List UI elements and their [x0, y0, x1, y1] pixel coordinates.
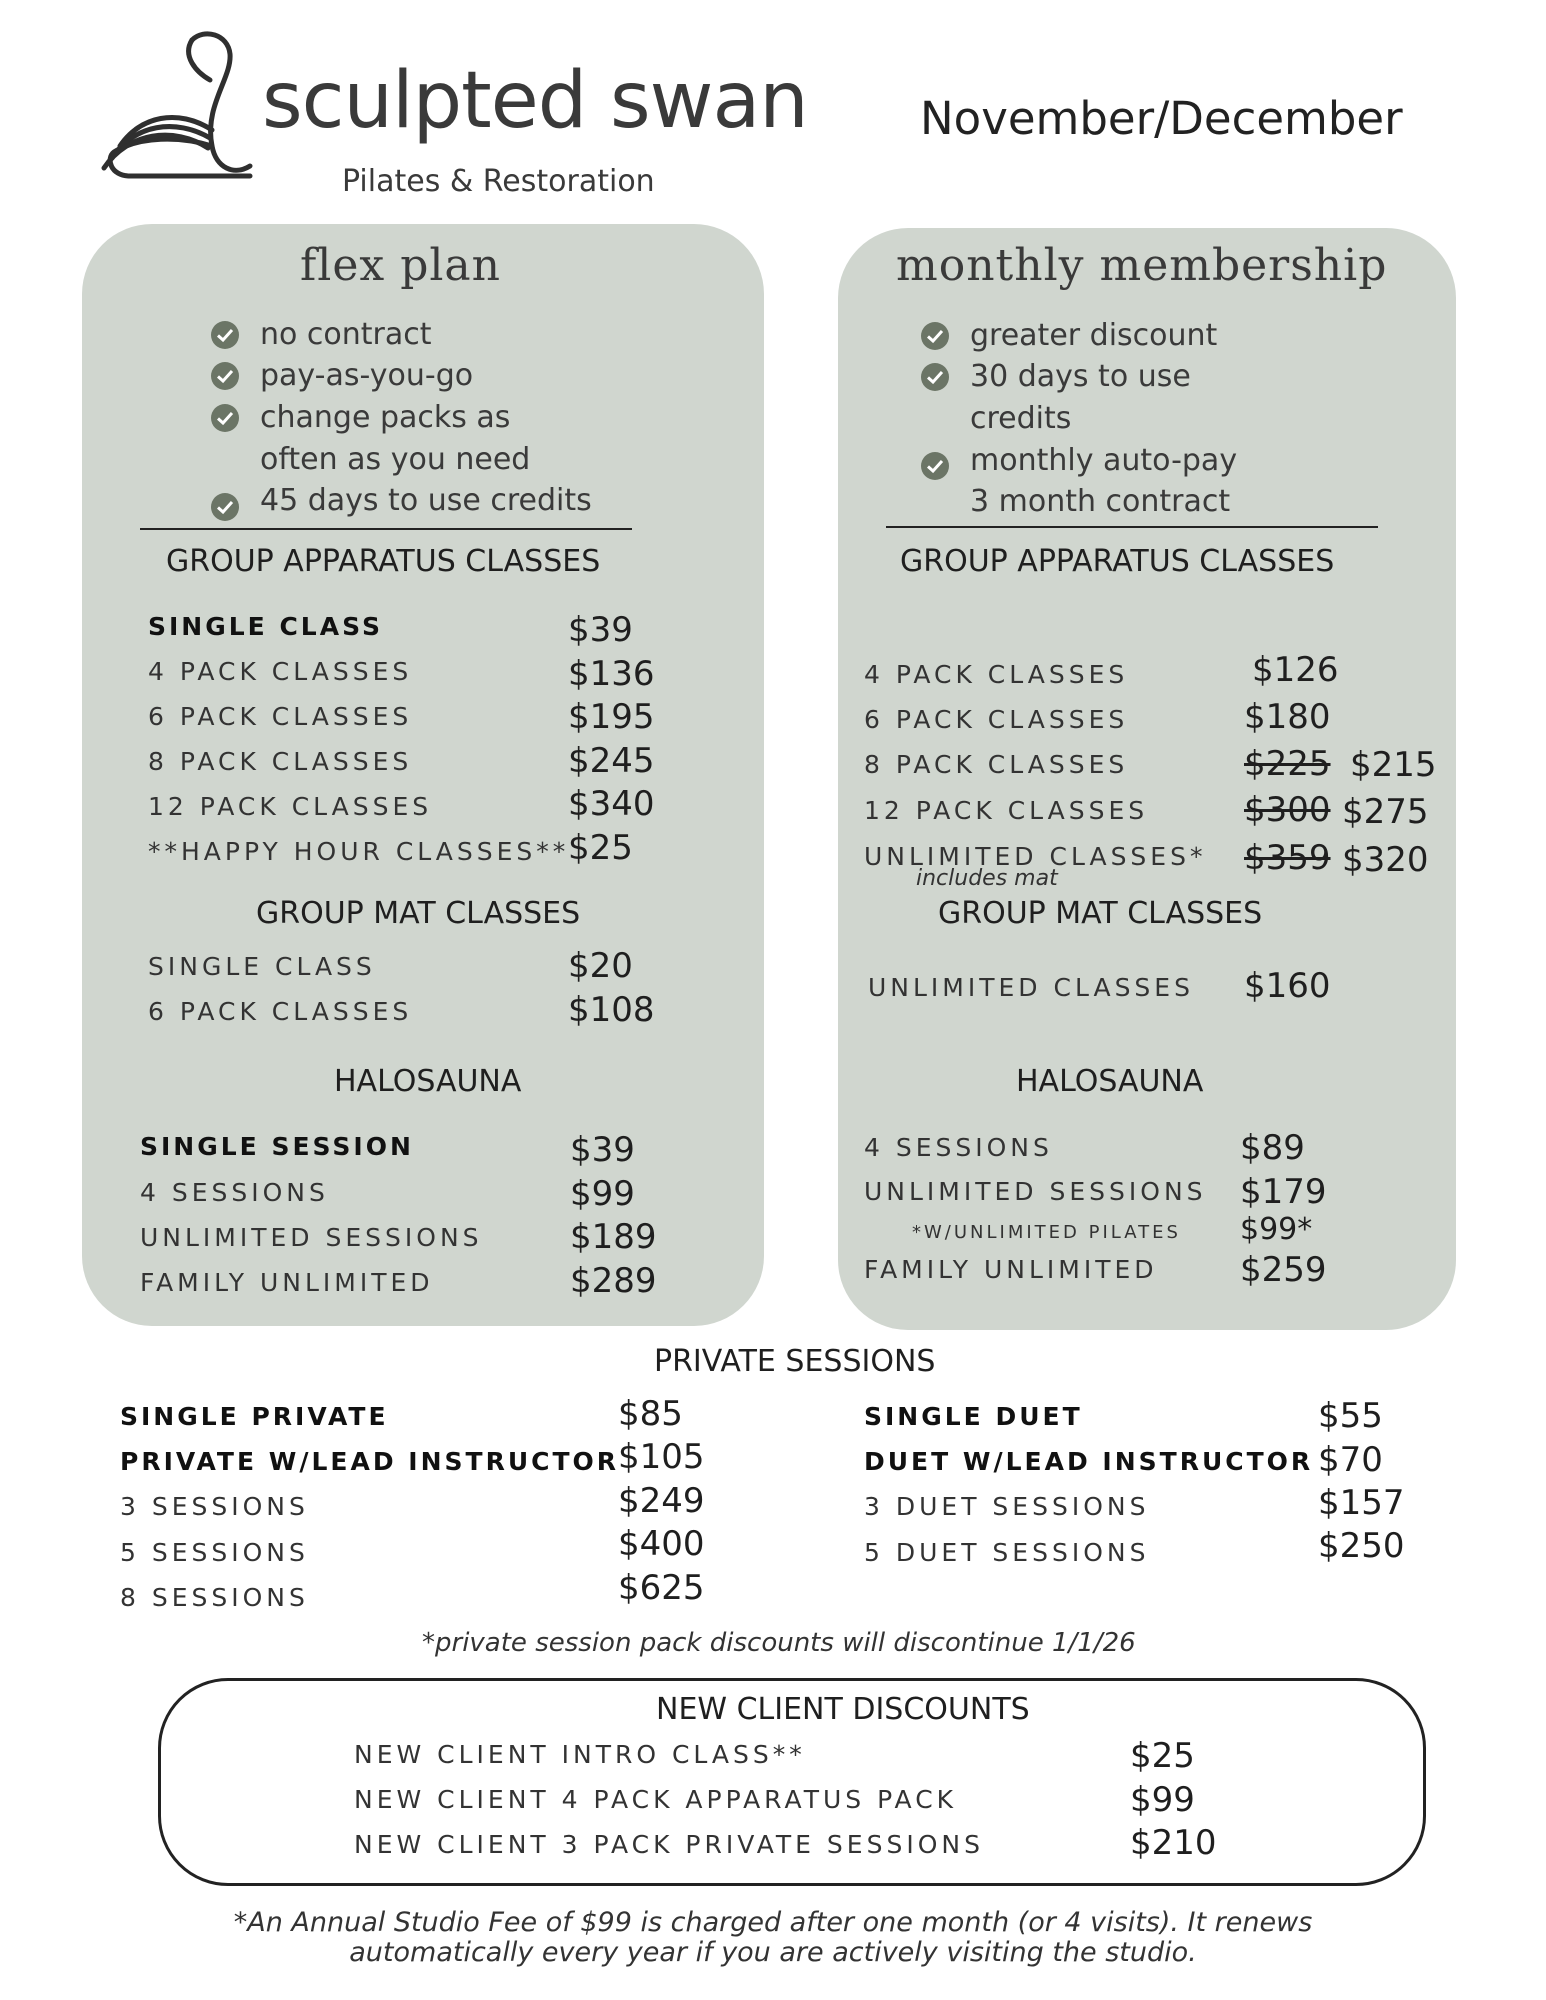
price-value: $39: [570, 1130, 635, 1170]
price-label: NEW CLIENT INTRO CLASS**: [354, 1740, 806, 1769]
price-label: 3 DUET SESSIONS: [864, 1492, 1150, 1521]
price-value: $249: [618, 1481, 705, 1521]
price-label: FAMILY UNLIMITED: [140, 1268, 434, 1297]
old-price-value: $300: [1244, 790, 1331, 830]
check-icon: [920, 362, 950, 392]
feature-item: monthly auto-pay: [970, 443, 1238, 478]
price-label: PRIVATE W/LEAD INSTRUCTOR: [120, 1447, 620, 1476]
feature-item: greater discount: [970, 318, 1218, 353]
section-heading-apparatus: GROUP APPARATUS CLASSES: [900, 544, 1335, 579]
price-label: 6 PACK CLASSES: [864, 705, 1129, 734]
old-price-value: $225: [1244, 744, 1331, 784]
divider: [140, 528, 632, 530]
check-icon: [210, 492, 240, 522]
section-heading-mat: GROUP MAT CLASSES: [938, 896, 1263, 931]
section-heading-mat: GROUP MAT CLASSES: [256, 896, 581, 931]
price-label: 12 PACK CLASSES: [864, 796, 1149, 825]
studio-fee-line-1: *An Annual Studio Fee of $99 is charged after one month (or 4 visits). It renews: [233, 1907, 1313, 1938]
price-value: $157: [1318, 1483, 1405, 1523]
price-label: 12 PACK CLASSES: [148, 792, 433, 821]
price-label: UNLIMITED CLASSES*: [864, 842, 1207, 871]
price-label: SINGLE PRIVATE: [120, 1402, 389, 1431]
price-value: $210: [1130, 1823, 1217, 1863]
price-label: 6 PACK CLASSES: [148, 702, 413, 731]
price-value: $99: [570, 1174, 635, 1214]
check-icon: [210, 361, 240, 391]
price-value: $180: [1244, 697, 1331, 737]
price-value: $105: [618, 1437, 705, 1477]
price-value: $25: [568, 828, 633, 868]
feature-item: credits: [970, 401, 1072, 436]
brand-name: sculpted swan: [262, 56, 808, 146]
price-label: 8 SESSIONS: [120, 1583, 309, 1612]
check-icon: [920, 451, 950, 481]
price-value: $89: [1240, 1128, 1305, 1168]
price-label: SINGLE CLASS: [148, 612, 383, 641]
check-icon: [210, 403, 240, 433]
price-value: $108: [568, 990, 655, 1030]
studio-fee-line-2: automatically every year if you are actively visiting the studio.: [349, 1937, 1197, 1968]
section-heading-sauna: HALOSAUNA: [1016, 1064, 1204, 1099]
private-discount-note: *private session pack discounts will discontinue 1/1/26: [422, 1628, 1136, 1658]
unlimited-note: includes mat: [916, 866, 1058, 891]
feature-item: 3 month contract: [970, 484, 1231, 519]
price-value: $70: [1318, 1440, 1383, 1480]
brand-tagline: Pilates & Restoration: [342, 164, 655, 199]
price-label: 6 PACK CLASSES: [148, 997, 413, 1026]
price-label: SINGLE DUET: [864, 1402, 1083, 1431]
feature-item: 45 days to use credits: [260, 483, 592, 518]
period-title: November/December: [920, 92, 1403, 145]
price-value: $39: [568, 610, 633, 650]
price-value: $189: [570, 1217, 657, 1257]
price-label: SINGLE CLASS: [148, 952, 376, 981]
price-label: 8 PACK CLASSES: [864, 750, 1129, 779]
price-value: $55: [1318, 1396, 1383, 1436]
studio-fee-note: [200, 1908, 1346, 1968]
price-label: FAMILY UNLIMITED: [864, 1255, 1158, 1284]
new-client-heading: NEW CLIENT DISCOUNTS: [656, 1692, 1030, 1727]
monthly-membership-title: monthly membership: [896, 240, 1388, 291]
check-icon: [210, 320, 240, 350]
price-value: $400: [618, 1524, 705, 1564]
section-heading-sauna: HALOSAUNA: [334, 1064, 522, 1099]
price-value: $99: [1130, 1780, 1195, 1820]
price-label: UNLIMITED CLASSES: [868, 973, 1194, 1002]
price-label: UNLIMITED SESSIONS: [864, 1177, 1207, 1206]
price-value: $160: [1244, 966, 1331, 1006]
price-value: $625: [618, 1568, 705, 1608]
price-label: UNLIMITED SESSIONS: [140, 1223, 483, 1252]
price-value: $259: [1240, 1250, 1327, 1290]
price-label: 4 PACK CLASSES: [148, 657, 413, 686]
price-label: SINGLE SESSION: [140, 1132, 414, 1161]
price-label: 3 SESSIONS: [120, 1492, 309, 1521]
section-heading-apparatus: GROUP APPARATUS CLASSES: [166, 544, 601, 579]
price-value: $126: [1252, 650, 1339, 690]
price-value: $275: [1342, 792, 1429, 832]
price-label: 4 SESSIONS: [140, 1178, 329, 1207]
feature-item: pay-as-you-go: [260, 358, 474, 393]
price-label: DUET W/LEAD INSTRUCTOR: [864, 1447, 1314, 1476]
price-value: $215: [1350, 745, 1437, 785]
price-value: $340: [568, 784, 655, 824]
price-value: $20: [568, 946, 633, 986]
old-price-value: $359: [1244, 838, 1331, 878]
price-label: 5 DUET SESSIONS: [864, 1538, 1150, 1567]
price-label: NEW CLIENT 4 PACK APPARATUS PACK: [354, 1785, 958, 1814]
price-label: **HAPPY HOUR CLASSES**: [148, 837, 570, 866]
swan-logo-icon: [100, 26, 270, 188]
feature-item: no contract: [260, 317, 432, 352]
price-value: $289: [570, 1261, 657, 1301]
price-label: *W/UNLIMITED PILATES: [912, 1222, 1181, 1243]
price-value: $136: [568, 654, 655, 694]
price-label: 4 SESSIONS: [864, 1133, 1053, 1162]
private-sessions-heading: PRIVATE SESSIONS: [654, 1344, 936, 1379]
price-label: 5 SESSIONS: [120, 1538, 309, 1567]
feature-item: often as you need: [260, 442, 531, 477]
price-value: $179: [1240, 1172, 1327, 1212]
price-value: $85: [618, 1394, 683, 1434]
price-label: 8 PACK CLASSES: [148, 747, 413, 776]
divider: [886, 526, 1378, 528]
feature-item: change packs as: [260, 400, 511, 435]
price-value: $320: [1342, 840, 1429, 880]
price-value: $245: [568, 741, 655, 781]
price-value: $250: [1318, 1526, 1405, 1566]
price-value: $99*: [1240, 1212, 1313, 1247]
price-value: $25: [1130, 1736, 1195, 1776]
price-label: 4 PACK CLASSES: [864, 660, 1129, 689]
price-label: NEW CLIENT 3 PACK PRIVATE SESSIONS: [354, 1830, 984, 1859]
price-value: $195: [568, 697, 655, 737]
flex-plan-title: flex plan: [300, 240, 502, 291]
check-icon: [920, 321, 950, 351]
feature-item: 30 days to use: [970, 359, 1191, 394]
